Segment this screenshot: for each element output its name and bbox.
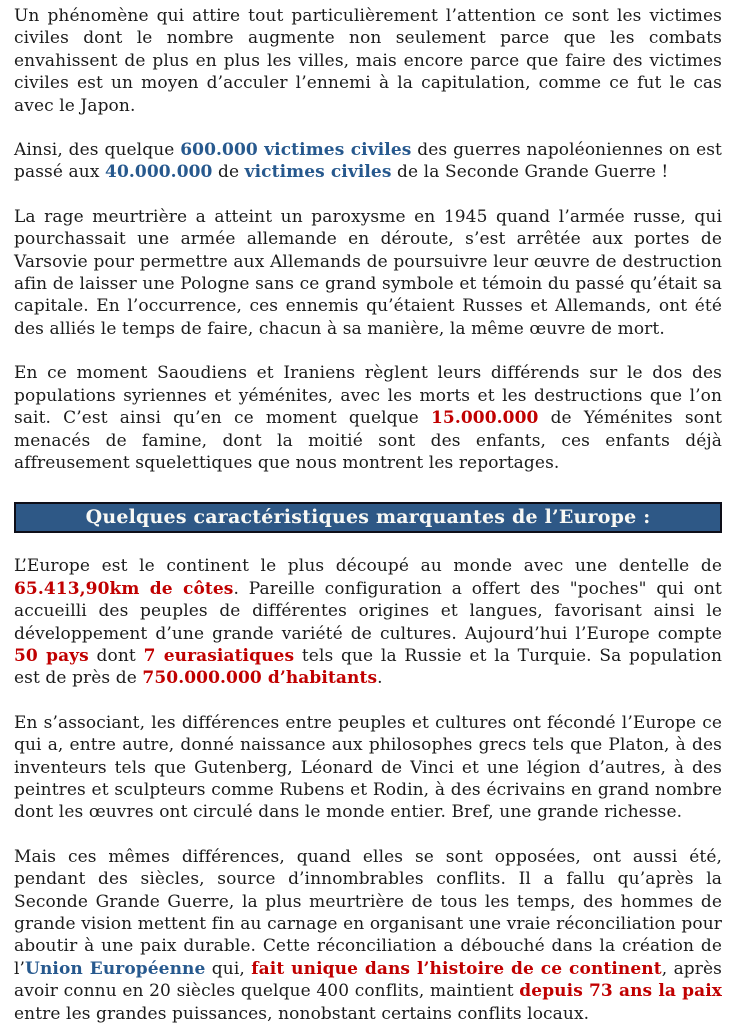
text-run: . Pareille configuration a offert des "poches" qui ont accueilli des peuples de différentes origines et langues, favorisant ainsi le développement d’une grande variété de cultures. Aujourd’hui l’Europe compte [14,578,722,644]
text-run: Ainsi, des quelque [14,140,181,161]
text-run: Un phénomène qui attire tout particulièrement l’attention ce sont les victimes civiles dont le nombre augmente non seulement parce que les combats envahissent de plus en plus les villes, mais encore parce que faire des victimes civiles est un moyen d’acculer l’ennemi à la capitulation, comme ce fut le cas avec le Japon. [14,6,722,116]
text-run: de la Seconde Grande Guerre ! [391,162,669,183]
text-run: 7 eurasiatiques [143,645,295,666]
text-run: 15.000.000 [430,408,539,429]
section-heading-banner [14,502,722,533]
paragraph-europe-cotes [14,555,722,689]
text-run: La rage meurtrière a atteint un paroxysme en 1945 quand l’armée russe, qui pourchassait une armée allemande en déroute, s’est arrêtée aux portes de Varsovie pour permettre aux Allemands de poursuivre leur œuvre de destruction afin de laisser une Pologne sans ce grand symbole et témoin du passé qu’était sa capitale. En l’occurrence, ces ennemis qu’étaient Russes et Allemands, ont été des alliés le temps de faire, chacun à sa manière, la même œuvre de mort. [14,206,722,339]
text-run: En ce moment Saoudiens et Iraniens règlent leurs différends sur le dos des populations syriennes et yéménites, avec les morts et les destructions que l’on sait. C’est ainsi qu’en ce moment quelque [14,363,722,429]
text-run: tels que la Russie et la Turquie. Sa population est de près de [14,645,722,689]
text-run: 40.000.000 [105,162,213,183]
paragraph-ainsi-600000 [14,139,722,184]
paragraph-conflits-union-europeenne [14,846,722,1025]
paragraph-saoudiens-iraniens [14,362,722,474]
text-run: 50 pays [14,645,89,666]
text-run: 750.000.000 d’habitants [142,668,378,689]
text-run: entre les grandes puissances, nonobstant certains conflits locaux. [14,1003,590,1024]
text-run: 600.000 victimes civiles [180,140,412,161]
text-run: En s’associant, les différences entre peuples et cultures ont fécondé l’Europe ce qui a, entre autre, donné naissance aux philosophes grecs tels que Platon, à des inventeurs tels que Gutenberg, Léonard de Vinci et une légion d’autres, à des peintres et sculpteurs comme Rubens et Rodin, à des écrivains en grand nombre dont les œuvres ont circulé dans le monde entier. Bref, une grande richesse. [14,712,722,823]
text-run: depuis 73 ans la paix [519,981,722,1002]
text-run: Mais ces mêmes différences, quand elles se sont opposées, ont aussi été, pendant des siècles, source d’innombrables conflits. Il a fallu qu’après la Seconde Grande Guerre, la plus meurtrière de tous les temps, des hommes de grande vision mettent fin au carnage en organisant une vraie réconciliation pour aboutir à une paix durable. Cette réconciliation a débouché dans la création de l’ [14,846,722,979]
text-run: L’Europe est le continent le plus découpé au monde avec une dentelle de [14,556,722,577]
text-run: fait unique dans l’histoire de ce continent [251,958,662,979]
text-run: des guerres napoléoniennes on est passé aux [14,140,722,183]
text-run: de [212,162,245,183]
text-run: de Yéménites sont menacés de famine, dont la moitié sont des enfants, ces enfants déjà affreusement squelettiques que nous montrent les reportages. [14,408,722,473]
paragraph-rage-meurtriere [14,206,722,340]
paragraph-victimes-civiles [14,5,722,117]
paragraph-association-richesse [14,712,722,824]
text-run: qui, [205,958,252,979]
text-run: victimes civiles [244,162,392,183]
text-run: . [377,668,383,689]
section-heading-text: Quelques caractéristiques marquantes de l’Europe : [85,506,651,529]
text-run: , après avoir connu en 20 siècles quelque 400 conflits, maintient [14,958,722,1002]
text-run: 65.413,90km de côtes [14,578,234,599]
text-run: dont [88,645,144,666]
text-run: Union Européenne [25,958,206,979]
